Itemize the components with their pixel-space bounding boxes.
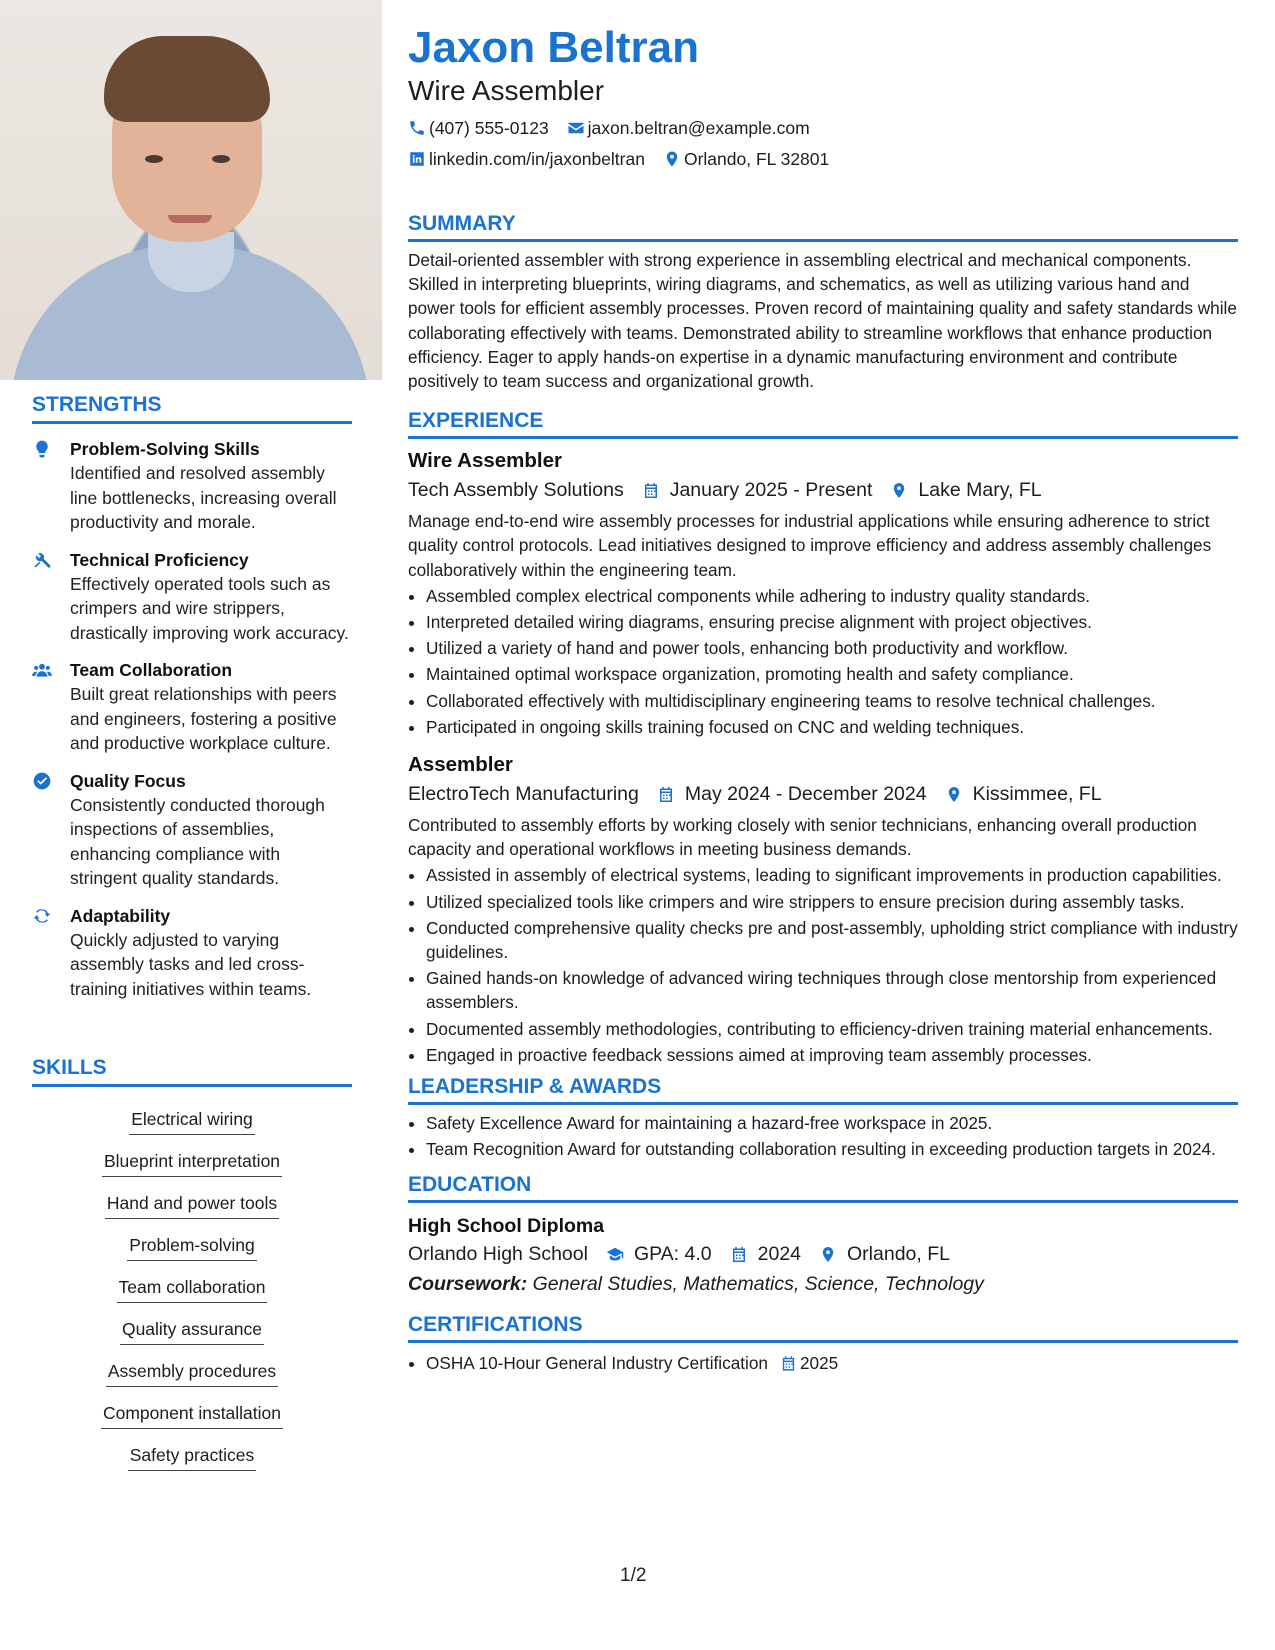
job-bullet: • Engaged in proactive feedback sessions aimed at improving team assembly processes. — [426, 1043, 1238, 1067]
email-text: jaxon.beltran@example.com — [587, 118, 810, 138]
certifications-heading: CERTIFICATIONS — [408, 1313, 1238, 1343]
job-description: Contributed to assembly efforts by working closely with senior technicians, enhancing overall production capacity and operational workflows in meeting business demands. — [408, 815, 1197, 860]
strength-item — [32, 437, 352, 535]
job-description: Manage end-to-end wire assembly processes for industrial applications while ensuring adherence to strict quality control protocols. Lead initiatives designed to improve efficiency and address assembly challenges collaboratively within the engineering team. — [408, 511, 1212, 580]
education-section — [408, 1173, 1238, 1299]
job-bullet: • Assembled complex electrical components while adhering to industry quality standards. — [426, 584, 1238, 608]
job-title: Wire Assembler — [408, 449, 563, 473]
skills-heading: SKILLS — [32, 1056, 352, 1087]
lightbulb-icon — [32, 437, 70, 535]
edu-location-meta — [819, 1239, 950, 1269]
skill-row — [32, 1303, 352, 1345]
job-bullet: • Collaborated effectively with multidisciplinary engineering teams to resolve technical challenges. — [426, 689, 1238, 713]
linkedin-contact[interactable] — [408, 147, 645, 171]
strength-desc: Effectively operated tools such as crimpers and wire strippers, drastically improving work accuracy. — [70, 573, 349, 643]
job-bullet: • Documented assembly methodologies, contributing to efficiency-driven training material enhancements. — [426, 1017, 1238, 1041]
dates-text: January 2025 - Present — [669, 479, 873, 502]
summary-heading: SUMMARY — [408, 212, 1238, 242]
calendar-icon — [780, 1355, 797, 1372]
phone-contact[interactable] — [408, 116, 549, 140]
page-number: 1/2 — [620, 1565, 647, 1586]
skill-item: Blueprint interpretation — [102, 1149, 282, 1177]
awards-heading: LEADERSHIP & AWARDS — [408, 1075, 1238, 1105]
calendar-icon — [642, 481, 660, 500]
location-contact — [663, 147, 829, 171]
company-text: Tech Assembly Solutions — [408, 479, 624, 502]
location-text: Orlando, FL 32801 — [683, 149, 830, 169]
year-text: 2024 — [757, 1243, 802, 1266]
strength-title: Adaptability — [70, 905, 171, 926]
tools-icon — [32, 548, 70, 646]
job-entry — [408, 447, 1238, 739]
certification-item — [426, 1351, 1238, 1375]
certification-name: • OSHA 10-Hour General Industry Certification — [426, 1353, 768, 1374]
skill-item: Quality assurance — [120, 1317, 264, 1345]
company-name — [408, 475, 624, 505]
award-item: • Team Recognition Award for outstanding collaboration resulting in exceeding production targets in 2024. — [426, 1137, 1238, 1161]
email-contact[interactable] — [567, 116, 810, 140]
certification-year: 2025 — [800, 1353, 839, 1374]
summary-text: Detail-oriented assembler with strong experience in assembling electrical and mechanical components. Skilled in interpreting blueprints, wiring diagrams, and schematics, as well as utilizing various hand and power tools for efficient assembly processes. Proven record of maintaining quality and safety standards while collaborating effectively with teams. Demonstrated ability to streamline workflows that enhance production efficiency. Eager to apply hands-on expertise in a dynamic manufacturing environment and contribute positively to team success and organizational growth. — [408, 250, 1237, 392]
coursework-line — [408, 1269, 1238, 1299]
map-pin-icon — [819, 1245, 837, 1264]
awards-section — [408, 1075, 1238, 1161]
sync-icon — [32, 904, 70, 1002]
skill-row — [32, 1429, 352, 1471]
strength-desc: Quickly adjusted to varying assembly tasks and led cross-training initiatives within teams. — [70, 929, 312, 999]
job-dates — [642, 475, 873, 505]
map-pin-icon — [663, 150, 681, 168]
phone-icon — [408, 119, 426, 137]
linkedin-icon — [408, 150, 426, 168]
awards-list — [408, 1111, 1238, 1161]
summary-section — [408, 212, 1238, 393]
strength-desc: Consistently conducted thorough inspections of assemblies, enhancing compliance with stringent quality standards. — [70, 794, 325, 888]
job-bullets — [408, 863, 1238, 1067]
skill-row — [32, 1135, 352, 1177]
strength-item — [32, 904, 352, 1002]
certifications-list — [408, 1351, 1238, 1375]
strength-item — [32, 658, 352, 756]
strength-title: Technical Proficiency — [70, 549, 249, 570]
skill-item: Problem-solving — [127, 1233, 256, 1261]
strength-title: Problem-Solving Skills — [70, 439, 260, 459]
candidate-title: Wire Assembler — [408, 75, 605, 106]
strength-body — [70, 548, 352, 646]
job-bullet: • Assisted in assembly of electrical systems, leading to significant improvements in production capabilities. — [426, 863, 1238, 887]
strengths-heading: STRENGTHS — [32, 393, 352, 424]
gpa-text: GPA: 4.0 — [633, 1243, 712, 1266]
job-dates — [657, 779, 927, 809]
skills-section — [32, 1056, 352, 1471]
job-bullet: • Utilized specialized tools like crimpers and wire strippers to ensure precision during assembly tasks. — [426, 890, 1238, 914]
strengths-list — [32, 437, 352, 1001]
job-bullet: • Conducted comprehensive quality checks pre and post-assembly, upholding strict compliance with industry guidelines. — [426, 916, 1238, 964]
skill-row — [32, 1387, 352, 1429]
skill-row — [32, 1177, 352, 1219]
job-bullet: • Utilized a variety of hand and power tools, enhancing both productivity and workflow. — [426, 636, 1238, 660]
strength-desc: Identified and resolved assembly line bottlenecks, increasing overall productivity and morale. — [70, 463, 337, 532]
skill-row — [32, 1219, 352, 1261]
job-entry — [408, 751, 1238, 1067]
strength-item — [32, 769, 352, 891]
gpa-meta — [606, 1239, 712, 1269]
skill-row — [32, 1261, 352, 1303]
school-text: Orlando High School — [408, 1243, 588, 1266]
experience-heading: EXPERIENCE — [408, 409, 1238, 439]
skill-row — [32, 1093, 352, 1135]
award-item: • Safety Excellence Award for maintaining a hazard-free workspace in 2025. — [426, 1111, 1238, 1135]
job-location-text: Lake Mary, FL — [918, 479, 1042, 502]
phone-text: (407) 555-0123 — [429, 118, 549, 138]
calendar-icon — [657, 785, 675, 804]
jobs-list — [408, 447, 1238, 1067]
degree-title: High School Diploma — [408, 1215, 605, 1238]
graduation-cap-icon — [606, 1245, 624, 1264]
education-meta — [408, 1239, 1238, 1269]
strength-body — [70, 437, 352, 535]
strength-desc: Built great relationships with peers and engineers, fostering a positive and productive workplace culture. — [70, 684, 337, 753]
coursework-label: Coursework: — [408, 1273, 528, 1296]
candidate-name: Jaxon Beltran — [408, 23, 699, 72]
job-location — [890, 475, 1041, 505]
envelope-icon — [567, 119, 585, 137]
education-heading: EDUCATION — [408, 1173, 1238, 1203]
contact-row-1 — [408, 116, 1238, 140]
check-circle-icon — [32, 769, 70, 891]
strength-body — [70, 658, 352, 756]
year-meta — [730, 1239, 801, 1269]
strength-body — [70, 904, 352, 1002]
certifications-section — [408, 1313, 1238, 1375]
skill-item: Safety practices — [128, 1443, 257, 1471]
strength-body — [70, 769, 352, 891]
map-pin-icon — [890, 481, 908, 500]
skill-item: Component installation — [101, 1401, 283, 1429]
skill-item: Assembly procedures — [106, 1359, 278, 1387]
skill-item: Electrical wiring — [129, 1107, 255, 1135]
job-location-text: Kissimmee, FL — [972, 783, 1102, 806]
job-bullet: • Gained hands-on knowledge of advanced wiring techniques through close mentorship from experienced assemblers. — [426, 966, 1238, 1014]
coursework-text: General Studies, Mathematics, Science, Technology — [532, 1273, 984, 1296]
company-name — [408, 779, 639, 809]
job-bullets — [408, 584, 1238, 739]
skill-item: Team collaboration — [117, 1275, 268, 1303]
job-location — [945, 779, 1102, 809]
job-bullet: • Interpreted detailed wiring diagrams, ensuring precise alignment with project objectives. — [426, 610, 1238, 634]
job-bullet: • Maintained optimal workspace organization, promoting health and safety compliance. — [426, 662, 1238, 686]
school-name — [408, 1239, 588, 1269]
users-icon — [32, 658, 70, 756]
linkedin-text: linkedin.com/in/jaxonbeltran — [429, 149, 645, 169]
strength-title: Quality Focus — [70, 770, 186, 791]
sidebar — [0, 0, 382, 1650]
map-pin-icon — [945, 785, 963, 804]
edu-location-text: Orlando, FL — [847, 1243, 950, 1266]
dates-text: May 2024 - December 2024 — [684, 783, 927, 806]
certification-row — [426, 1351, 1238, 1375]
job-bullet: • Participated in ongoing skills training focused on CNC and welding techniques. — [426, 715, 1238, 739]
skill-row — [32, 1345, 352, 1387]
experience-section — [408, 409, 1238, 1067]
job-meta — [408, 475, 1238, 505]
skill-item: Hand and power tools — [105, 1191, 279, 1219]
contact-row-2 — [408, 147, 1238, 171]
job-meta — [408, 779, 1238, 809]
job-title: Assembler — [408, 753, 513, 777]
skills-list — [32, 1087, 352, 1471]
strength-item — [32, 548, 352, 646]
strength-title: Team Collaboration — [70, 660, 233, 680]
company-text: ElectroTech Manufacturing — [408, 783, 639, 806]
strengths-section — [32, 393, 352, 1001]
profile-photo — [0, 0, 382, 380]
calendar-icon — [730, 1245, 748, 1264]
main-content — [408, 0, 1238, 1378]
